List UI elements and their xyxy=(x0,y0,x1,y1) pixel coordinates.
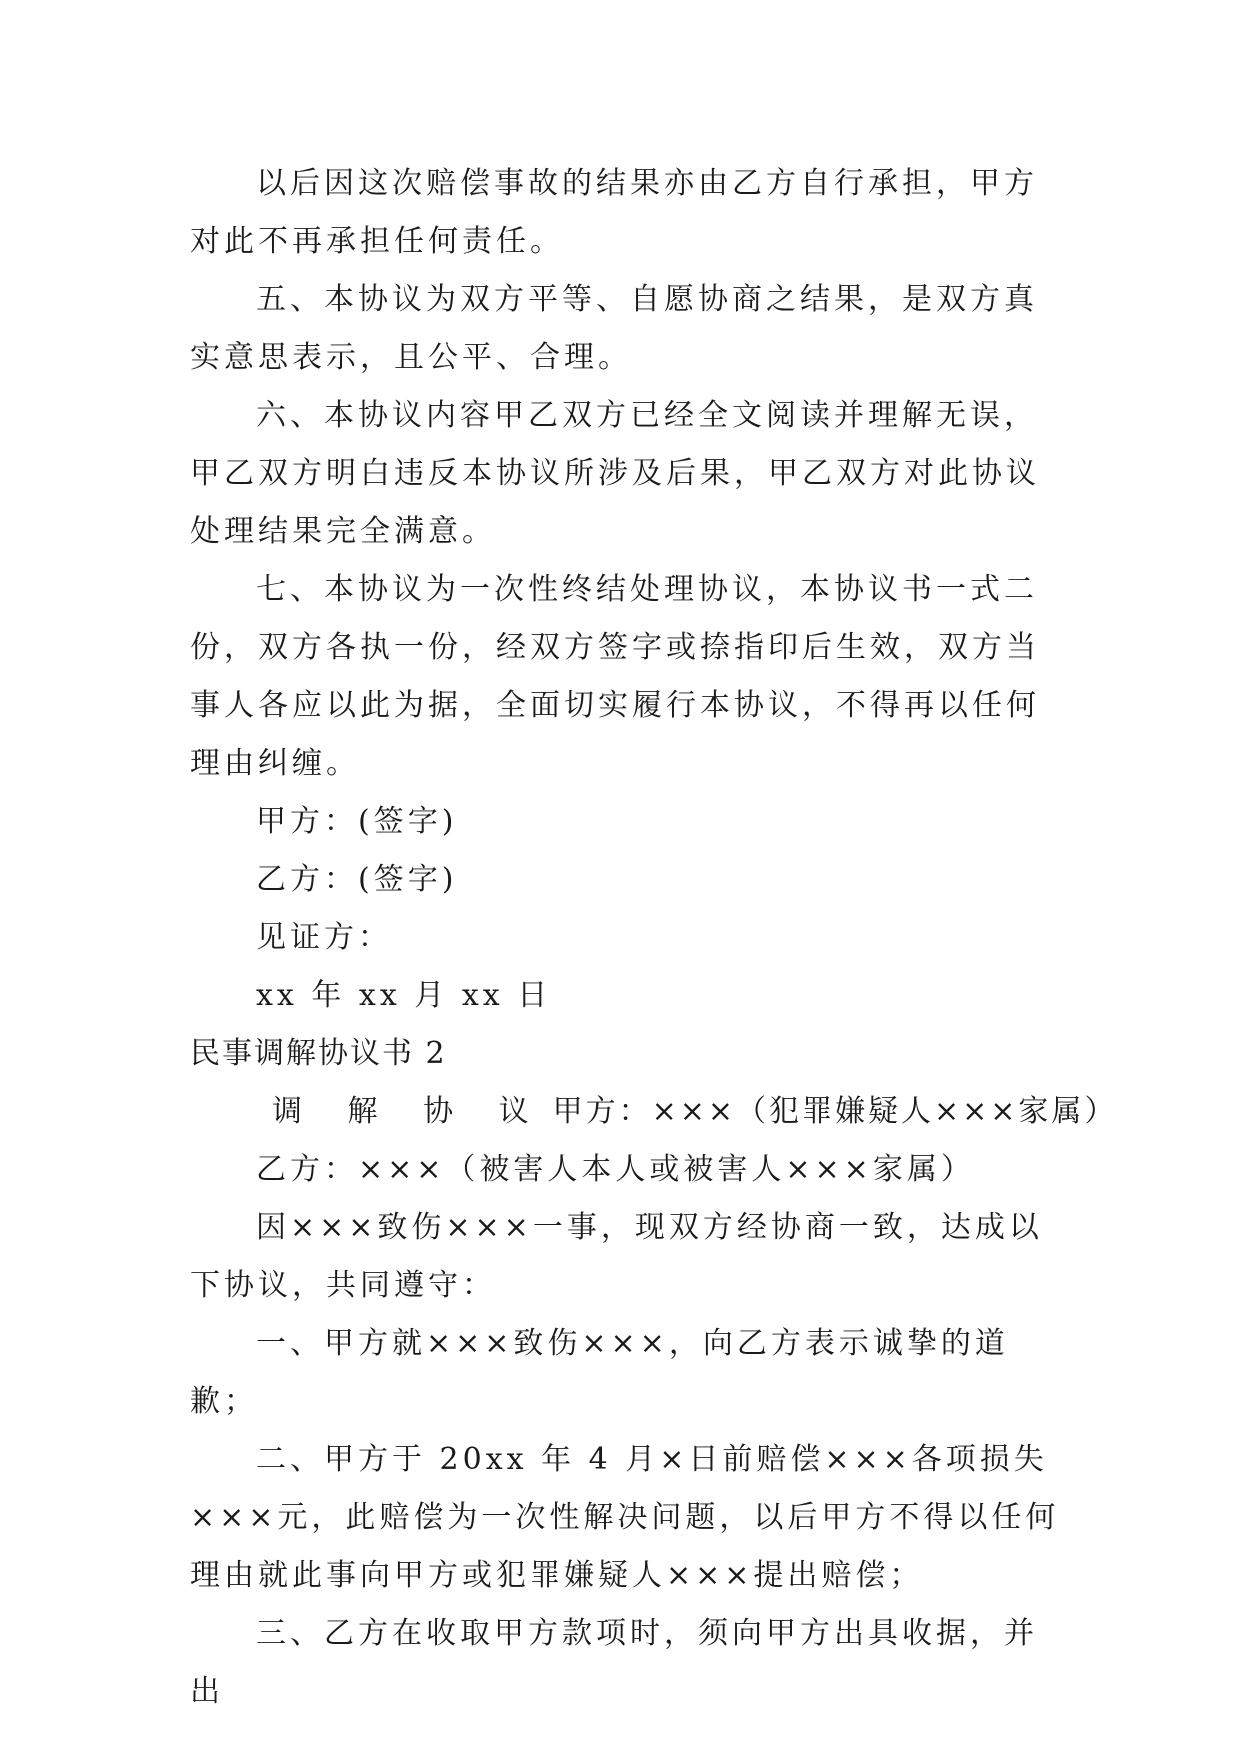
party-a-line: 甲方：×××（犯罪嫌疑人×××家属） xyxy=(552,1094,1118,1129)
clause-two: 二、甲方于 20xx 年 4 月×日前赔偿×××各项损失×××元，此赔偿为一次性解决问题，以后甲方不得以任何理由就此事向甲方或犯罪嫌疑人×××提出赔偿； xyxy=(190,1442,1060,1593)
clause-one: 一、甲方就×××致伤×××，向乙方表示诚挚的道歉； xyxy=(190,1326,1009,1419)
clause-three: 三、乙方在收取甲方款项时，须向甲方出具收据，并出 xyxy=(190,1616,1038,1709)
clause-seven: 七、本协议为一次性终结处理协议，本协议书一式二份，双方各执一份，经双方签字或捺指印后生效，双方当事人各应以此为据，全面切实履行本协议，不得再以任何理由纠缠。 xyxy=(190,572,1040,781)
witness-line: 见证方： xyxy=(256,920,392,955)
agreement-heading-line xyxy=(190,1083,1118,1141)
date-line: xx 年 xx 月 xx 日 xyxy=(256,978,552,1013)
party-a-signature: 甲方：(签字) xyxy=(256,804,458,839)
agreement-label: 调 解 协 议 xyxy=(272,1094,547,1129)
document-body xyxy=(190,155,1118,1721)
section-title: 民事调解协议书 2 xyxy=(190,1036,447,1071)
party-b-line: 乙方：×××（被害人本人或被害人×××家属） xyxy=(256,1152,975,1187)
clause-five: 五、本协议为双方平等、自愿协商之结果，是双方真实意思表示，且公平、合理。 xyxy=(190,282,1038,375)
clause-six: 六、本协议内容甲乙双方已经全文阅读并理解无误，甲乙双方明白违反本协议所涉及后果，甲乙双方对此协议处理结果完全满意。 xyxy=(190,398,1040,549)
agreement-preamble: 因×××致伤×××一事，现双方经协商一致，达成以下协议，共同遵守： xyxy=(190,1210,1043,1303)
paragraph-liability: 以后因这次赔偿事故的结果亦由乙方自行承担，甲方对此不再承担任何责任。 xyxy=(190,166,1038,259)
party-b-signature: 乙方：(签字) xyxy=(256,862,458,897)
